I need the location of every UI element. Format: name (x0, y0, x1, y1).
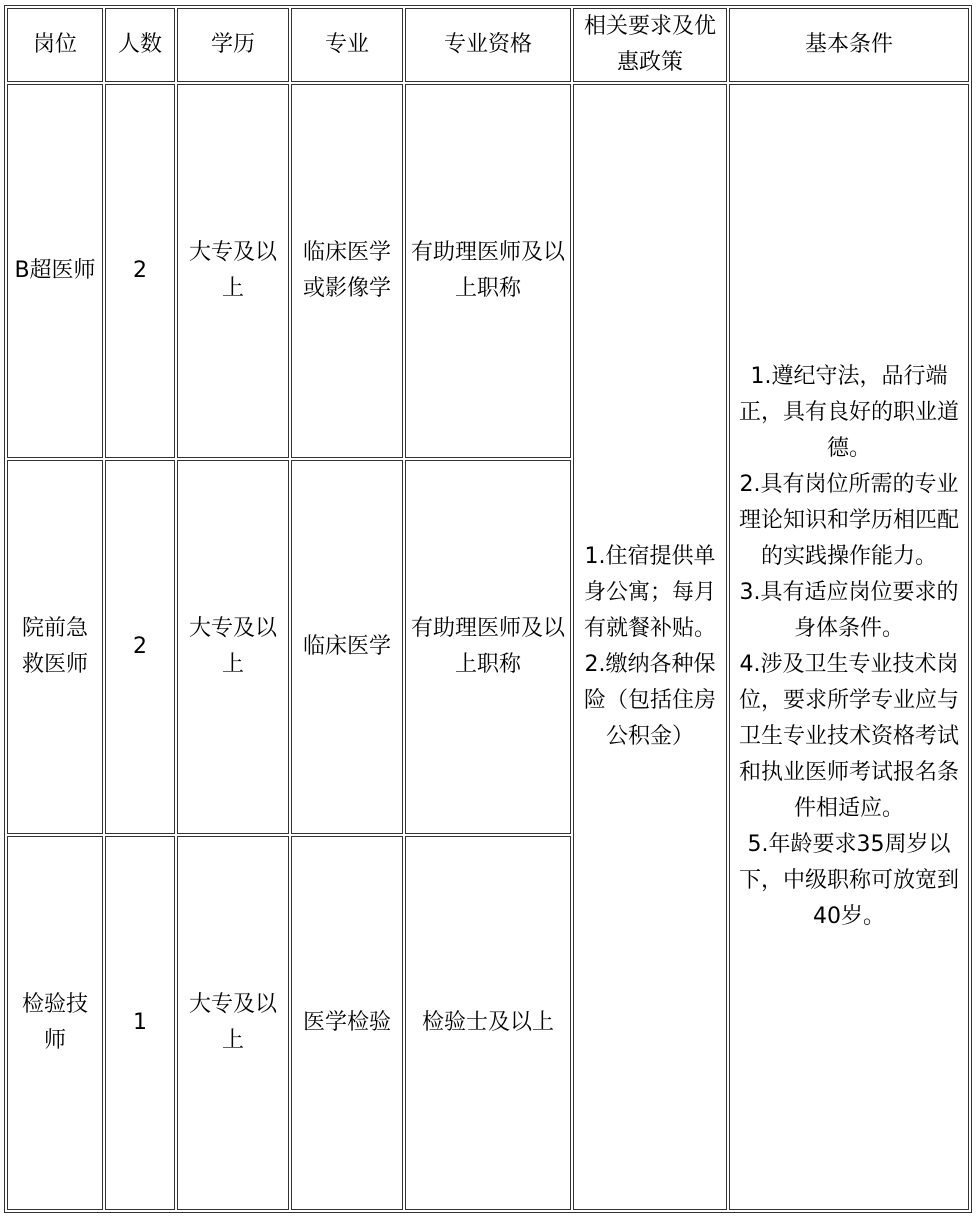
cell-education: 大专及以上 (177, 836, 289, 1210)
cell-education: 大专及以上 (177, 460, 289, 834)
header-row (7, 8, 969, 82)
recruitment-table (4, 5, 972, 1213)
cell-policy: 1.住宿提供单身公寓；每月有就餐补贴。 2.缴纳各种保险（包括住房公积金） (573, 84, 727, 1210)
table-row (7, 84, 969, 458)
header-conditions: 基本条件 (729, 8, 969, 82)
cell-conditions: 1.遵纪守法，品行端正，具有良好的职业道德。 2.具有岗位所需的专业理论知识和学历相匹配的实践操作能力。 3.具有适应岗位要求的身体条件。 4.涉及卫生专业技术岗位，要求所学专业应与卫生专业技术资格考试和执业医师考试报名条件相适应。 5.年龄要求35周岁以下，中级职称可放宽到40岁。 (729, 84, 969, 1210)
cell-major: 临床医学或影像学 (291, 84, 403, 458)
cell-education: 大专及以上 (177, 84, 289, 458)
cell-qualification: 检验士及以上 (405, 836, 571, 1210)
cell-major: 医学检验 (291, 836, 403, 1210)
cell-qualification: 有助理医师及以上职称 (405, 460, 571, 834)
header-education: 学历 (177, 8, 289, 82)
header-qualification: 专业资格 (405, 8, 571, 82)
cell-major: 临床医学 (291, 460, 403, 834)
cell-count: 1 (105, 836, 175, 1210)
header-policy: 相关要求及优惠政策 (573, 8, 727, 82)
cell-position: B超医师 (7, 84, 103, 458)
header-position: 岗位 (7, 8, 103, 82)
header-major: 专业 (291, 8, 403, 82)
header-count: 人数 (105, 8, 175, 82)
cell-position: 院前急救医师 (7, 460, 103, 834)
cell-qualification: 有助理医师及以上职称 (405, 84, 571, 458)
cell-count: 2 (105, 460, 175, 834)
cell-count: 2 (105, 84, 175, 458)
cell-position: 检验技师 (7, 836, 103, 1210)
